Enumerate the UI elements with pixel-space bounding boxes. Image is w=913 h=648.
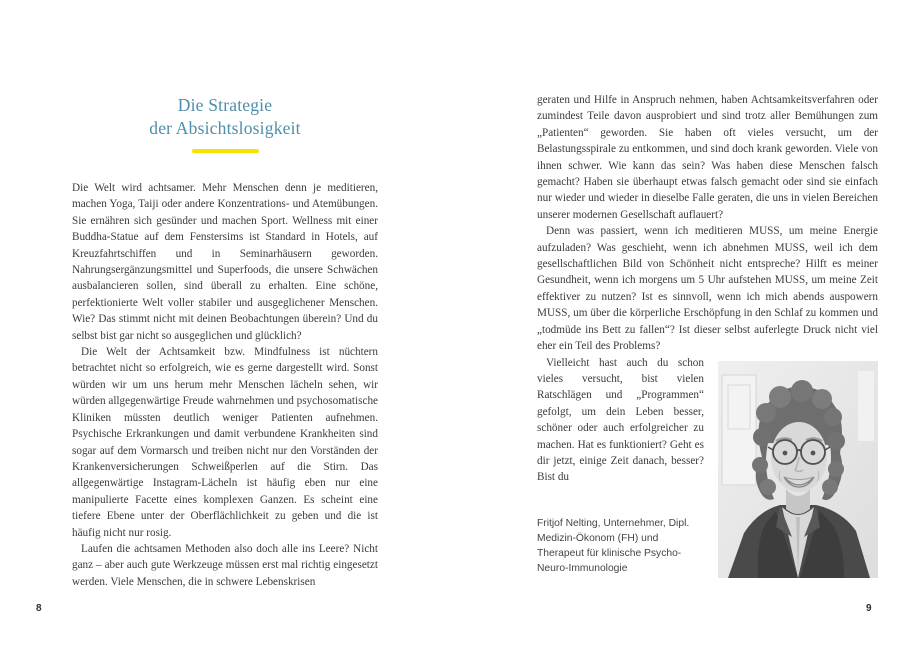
left-body-text (72, 180, 378, 590)
page-number-left: 8 (36, 603, 42, 614)
page-number-right: 9 (866, 603, 872, 614)
portrait-photo-image (718, 361, 878, 578)
chapter-title (72, 94, 378, 140)
chapter-title-line2: der Absichtslosigkeit (149, 118, 301, 138)
body-paragraph: Laufen die achtsamen Methoden also doch alle ins Leere? Nicht ganz – aber auch gute Werkzeuge müssen erst mal richtig eingesetzt werden. Viele Menschen, die in schwere Lebenskrisen (72, 542, 378, 588)
chapter-title-line1: Die Strategie (177, 95, 273, 115)
portrait-photo (718, 361, 878, 578)
body-paragraph: Vielleicht hast auch du schon vieles versucht, bist vielen Ratschlägen und „Programmen“ gefolgt, um dein Leben besser, schöner oder auch erfolgreicher zu machen. Hat es funktioniert? Geht es dir jetzt, einige Zeit danach, besser? Bist du (537, 356, 704, 484)
page-right-column (537, 92, 878, 582)
body-paragraph: Denn was passiert, wenn ich meditieren MUSS, um meine Energie aufzuladen? Was geschieht, wenn ich abnehmen MUSS, weil ich dem gesellschaftlichen Bild von Schönheit nicht entspreche? Hilft es meiner Gesundheit, wenn ich morgens um 5 Uhr aufstehen MUSS, um meine Zeit effektiver zu nutzen? Ist es sinnvoll, wenn ich mich abends auspowern MUSS, um über die körperliche Erschöpfung in den Schlaf zu kommen und „todmüde ins Bett zu fallen“? Ist dieser selbst auferlegte Druck nicht viel eher ein Teil des Problems? (537, 225, 878, 353)
page-left-column (72, 94, 378, 590)
title-underline-decoration (192, 149, 259, 153)
photo-caption: Fritjof Nelting, Unternehmer, Dipl. Medizin-Ökonom (FH) und Therapeut für klinische Psycho-Neuro-Immunologie (537, 517, 690, 574)
body-paragraph: Die Welt der Achtsamkeit bzw. Mindfulness ist nüchtern betrachtet nicht so erfolgreich, wie es gerne dargestellt wird. Sonst würden wir um uns herum mehr Menschen lächeln sehen, wir würden allgegenwärtige Freude wahrnehmen und psychosomatische Kliniken müssten deutlich weniger Patienten aufnehmen. Psychische Erkrankungen und damit verbundene Krankheiten sind sogar auf dem Vormarsch und treiben nicht nur den Vorständen der Krankenversicherungen Schweißperlen auf die Stirn. Das allgegenwärtige Instagram-Lächeln ist häufig eben nur eine manipulierte Facette eines komplexen Ganzen. Es scheint eine tiefere Ebene unter der Oberflächlichkeit zu geben und die ist häufig nicht nur rosig. (72, 346, 379, 539)
body-paragraph: geraten und Hilfe in Anspruch nehmen, haben Achtsamkeitsverfahren oder zumindest Teile davon ausprobiert und sind trotz aller Bemühungen zum „Patienten“ geworden. Sie haben oft vieles versucht, um der Belastungsspirale zu entkommen, und sind doch krank geworden. Viele von ihnen schwer. Wie kann das sein? Was haben diese Menschen falsch gemacht? Haben sie überhaupt etwas falsch gemacht oder sind sie einfach nur wieder und wieder in dieselbe Falle geraten, die uns in vielen Bereichen unserer modernen Gesellschaft auflauert? (537, 94, 878, 221)
body-paragraph: Die Welt wird achtsamer. Mehr Menschen denn je meditieren, machen Yoga, Taiji oder andere Konzentrations- und Atemübungen. Sie ernähren sich gesünder und machen Sport. Wellness mit einer Buddha-Statue auf dem Fenstersims ist Standard in Hotels, auf Kreuzfahrtschiffen und in Seminarhäusern geworden. Nahrungsergänzungsmittel und Superfoods, die unsere Schwächen ausbalancieren sollen, sind überall zu erhalten. Eine schöne, perfektionierte Welt voller stabiler und ausgeglichener Menschen. Wie? Das stimmt nicht mit deinen Beobachtungen überein? Und du selbst bist gar nicht so ausgeglichen und glücklich? (72, 182, 378, 342)
